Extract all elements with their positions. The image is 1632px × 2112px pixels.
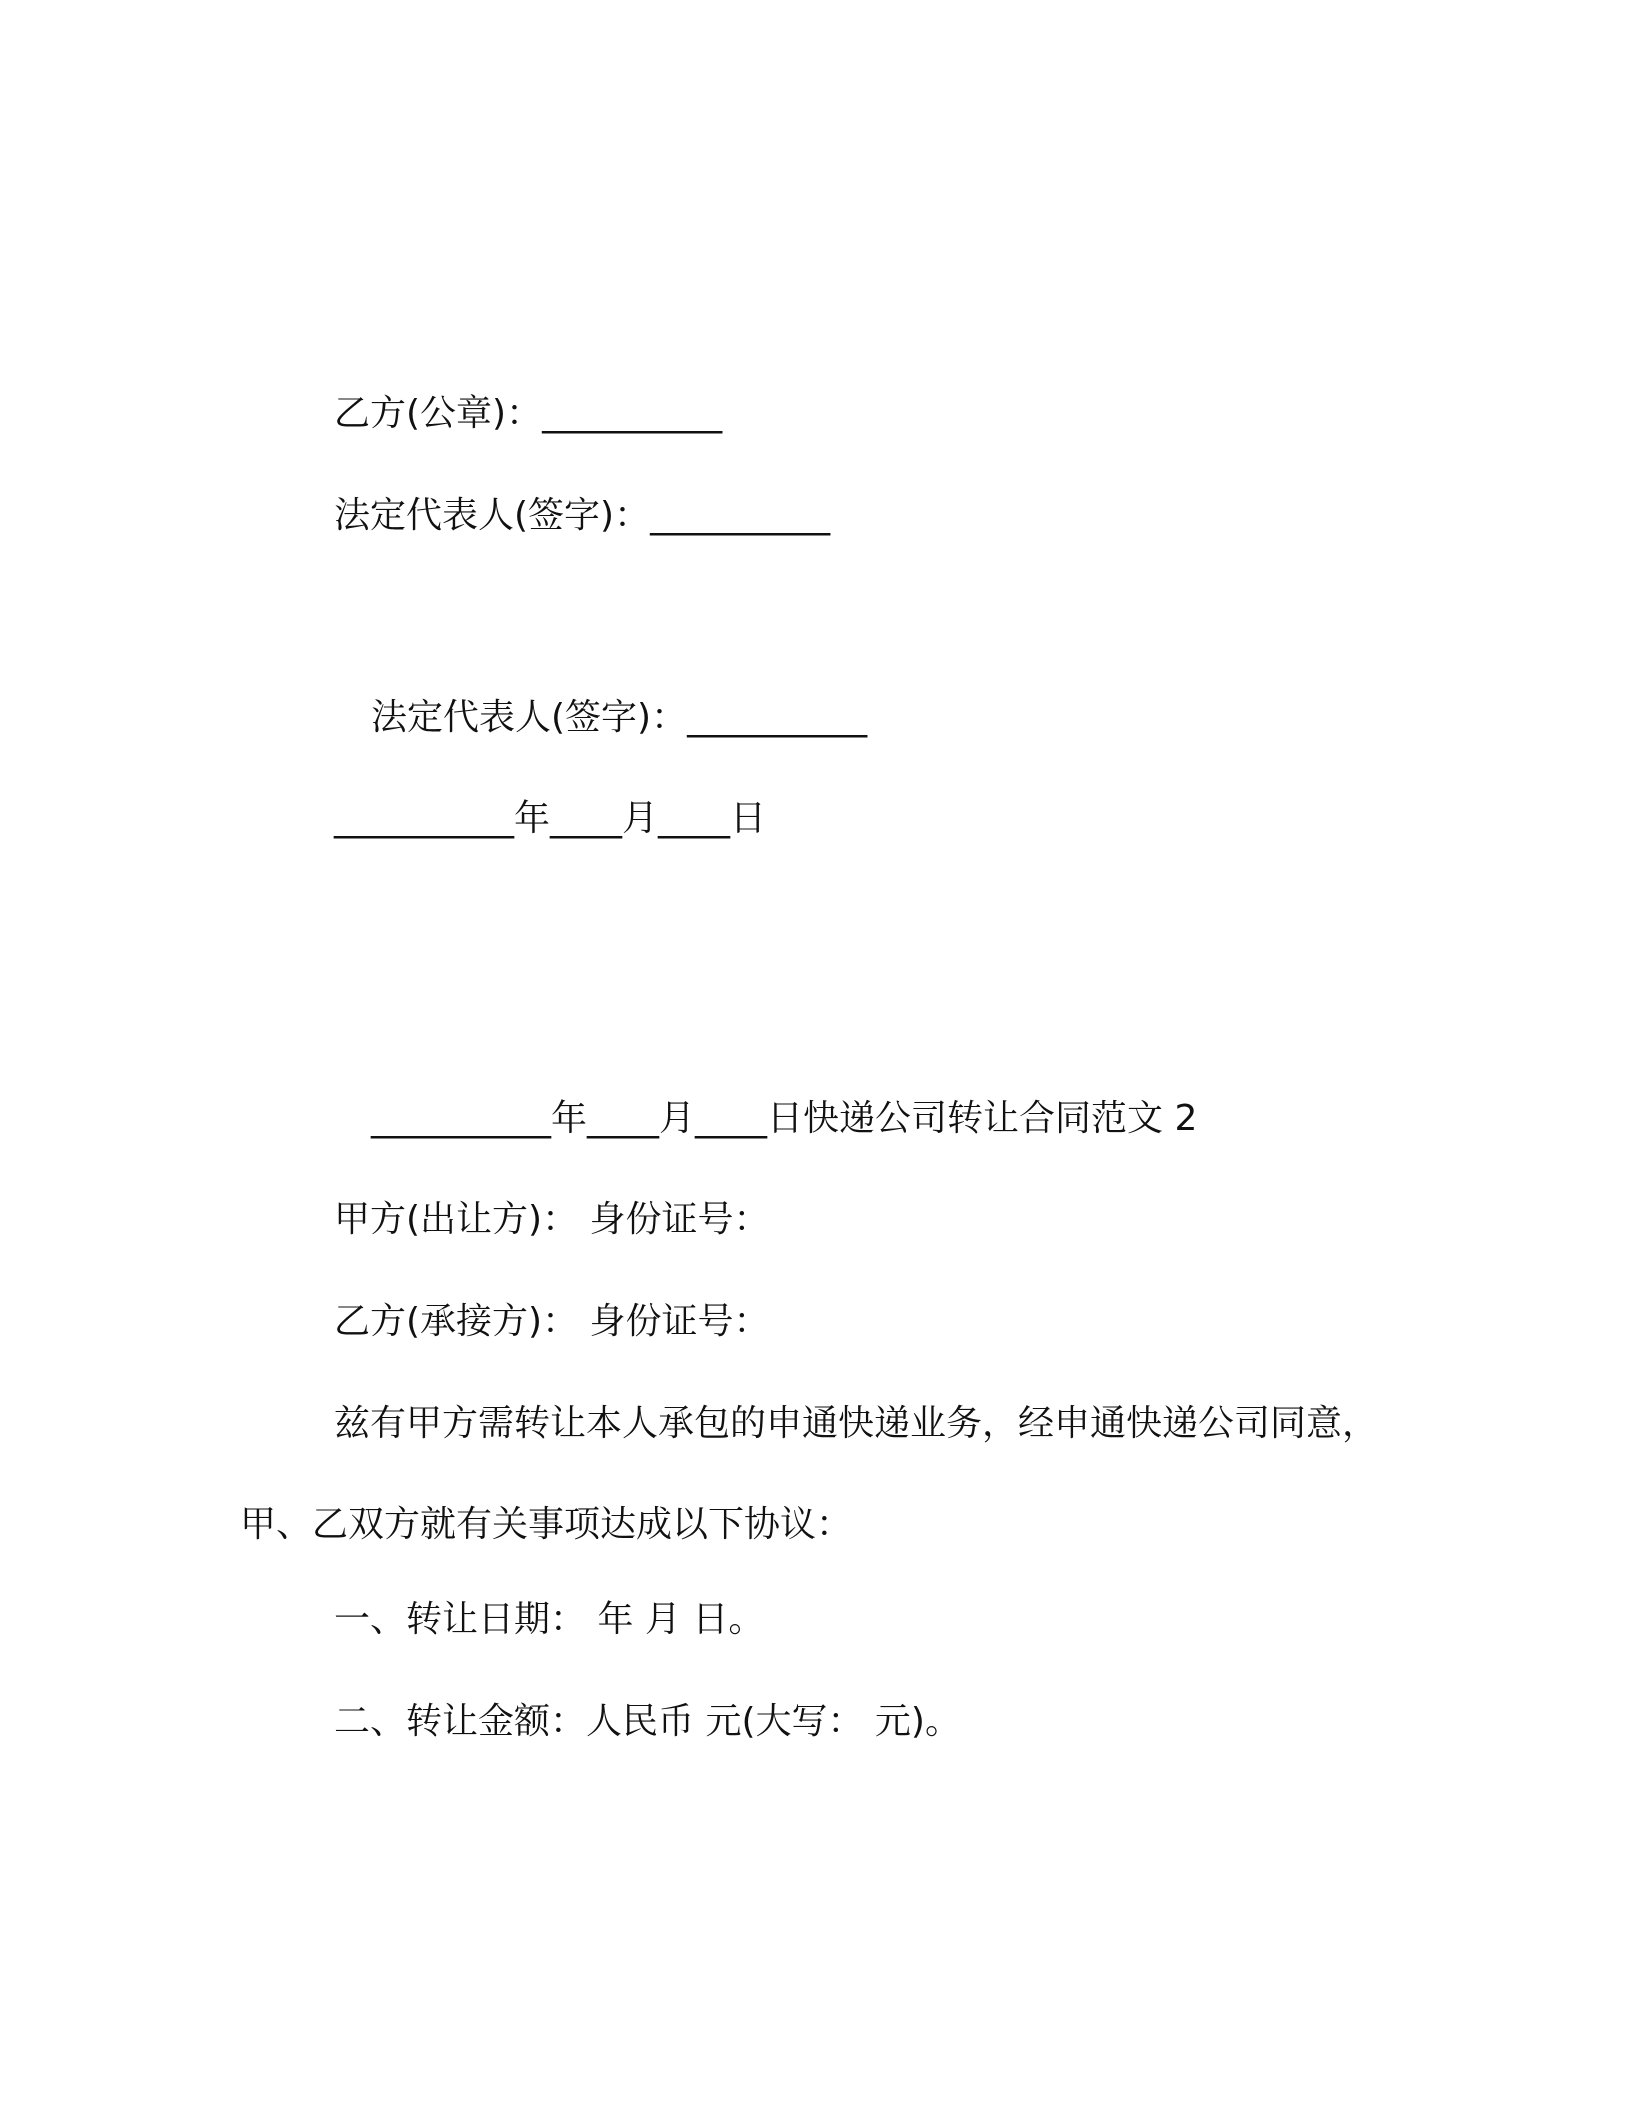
party-a-line: 甲方(出让方)： 身份证号： xyxy=(334,1199,770,1240)
clause-transfer-date: 一、转让日期： 年 月 日。 xyxy=(334,1599,765,1640)
party-b-seal-line: 乙方(公章)：__________ xyxy=(334,393,723,434)
date-line: __________年____月____日 xyxy=(334,798,766,839)
preamble-paragraph: 兹有甲方需转让本人承包的申通快递业务，经申通快递公司同意， xyxy=(334,1403,1379,1444)
party-b-line: 乙方(承接方)： 身份证号： xyxy=(334,1301,770,1342)
contract-title: __________年____月____日快递公司转让合同范文 2 xyxy=(371,1098,1198,1139)
legal-representative-line: 法定代表人(签字)：__________ xyxy=(371,697,868,738)
preamble-paragraph-cont: 甲、乙双方就有关事项达成以下协议： xyxy=(240,1504,853,1545)
clause-transfer-amount: 二、转让金额：人民币 元(大写： 元)。 xyxy=(334,1701,961,1742)
legal-representative-line: 法定代表人(签字)：__________ xyxy=(334,495,831,536)
